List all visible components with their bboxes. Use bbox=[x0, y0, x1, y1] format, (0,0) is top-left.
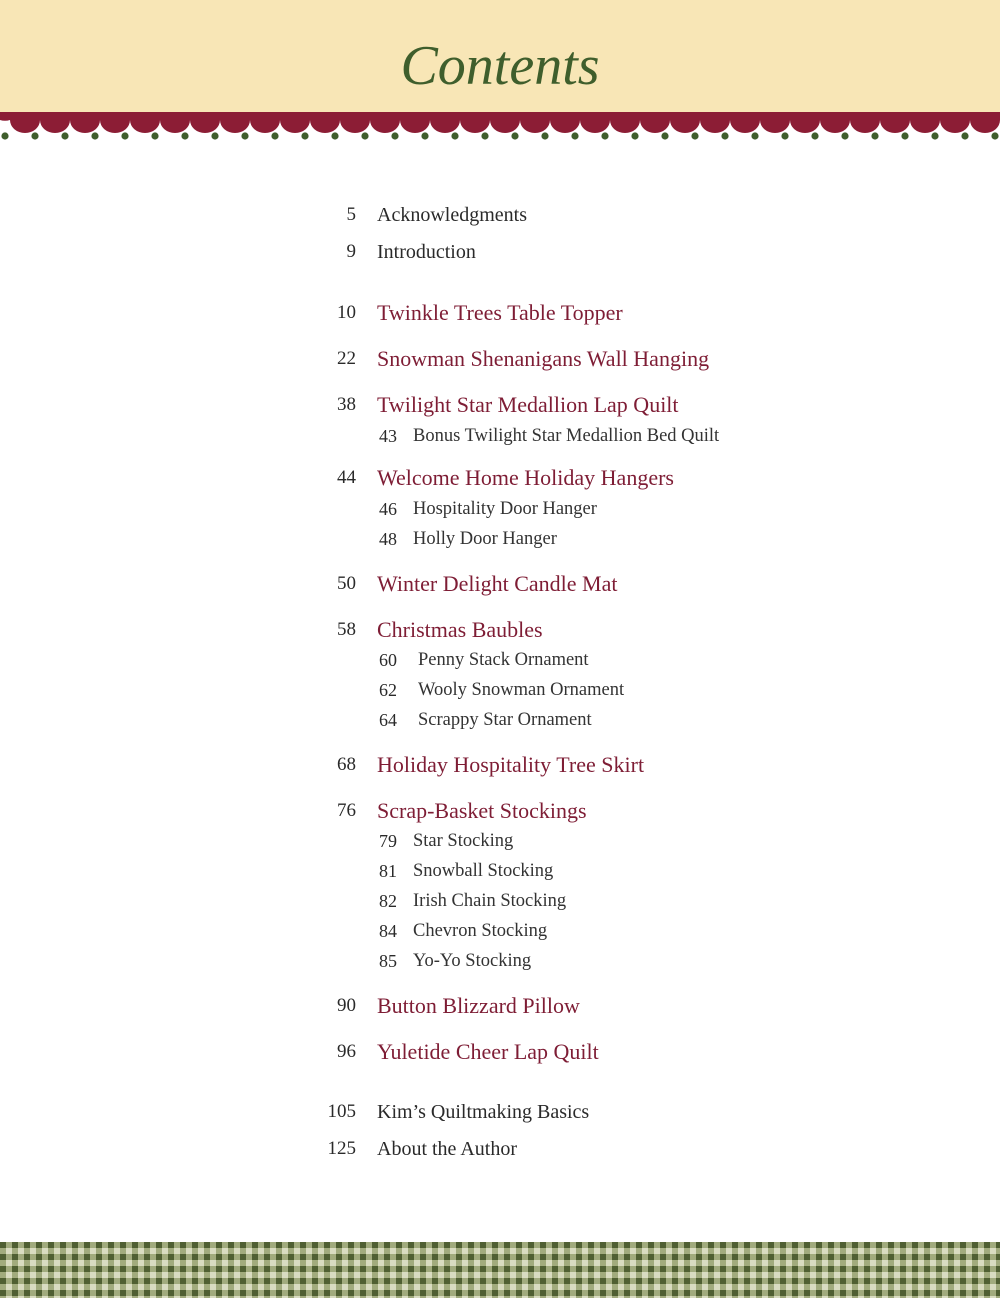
toc-entry-title: Winter Delight Candle Mat bbox=[377, 571, 618, 596]
toc-entry-title: Star Stocking bbox=[413, 831, 514, 851]
toc-page-number: 46 bbox=[379, 499, 397, 519]
toc-page-number: 48 bbox=[379, 529, 397, 549]
toc-entry-title: Penny Stack Ornament bbox=[418, 650, 589, 670]
toc-entry-title: Wooly Snowman Ornament bbox=[418, 680, 625, 700]
toc-entry-title: Introduction bbox=[377, 241, 476, 263]
toc-entry-title: Acknowledgments bbox=[377, 204, 527, 226]
toc-page-number: 44 bbox=[337, 467, 356, 488]
toc-entry-title: Twinkle Trees Table Topper bbox=[377, 300, 623, 325]
toc-page-number: 79 bbox=[379, 831, 397, 851]
toc-page-number: 105 bbox=[327, 1101, 356, 1122]
toc-entry-title: Irish Chain Stocking bbox=[413, 891, 567, 911]
toc-entry-title: Scrap-Basket Stockings bbox=[377, 798, 587, 823]
toc-entry-title: Christmas Baubles bbox=[377, 617, 543, 642]
toc-page-number: 43 bbox=[379, 426, 397, 446]
toc-entry-title: Twilight Star Medallion Lap Quilt bbox=[377, 392, 679, 417]
toc-entry-title: Kim’s Quiltmaking Basics bbox=[377, 1101, 590, 1123]
gingham-footer-border bbox=[0, 1242, 1000, 1298]
toc-entry-title: Hospitality Door Hanger bbox=[413, 499, 597, 519]
toc-page-number: 9 bbox=[346, 241, 356, 262]
toc-entry-title: Holiday Hospitality Tree Skirt bbox=[377, 752, 645, 777]
toc-page-number: 5 bbox=[346, 204, 356, 225]
page-title: Contents bbox=[400, 35, 600, 97]
toc-page-number: 60 bbox=[379, 650, 397, 670]
toc-entry-title: Scrappy Star Ornament bbox=[418, 710, 592, 730]
toc-entry-title: Snowball Stocking bbox=[413, 861, 554, 881]
toc-entry-title: Snowman Shenanigans Wall Hanging bbox=[377, 346, 710, 371]
toc-page-number: 82 bbox=[379, 891, 397, 911]
toc-page-number: 68 bbox=[337, 754, 356, 775]
toc-page-number: 64 bbox=[379, 710, 397, 730]
toc-page-number: 58 bbox=[337, 619, 356, 640]
toc-entry-title: About the Author bbox=[377, 1138, 517, 1160]
toc-entry-title: Yo-Yo Stocking bbox=[413, 951, 532, 971]
toc-entry-title: Yuletide Cheer Lap Quilt bbox=[377, 1039, 599, 1064]
toc-page-number: 84 bbox=[379, 921, 397, 941]
toc-page-number: 38 bbox=[337, 394, 356, 415]
toc-page-number: 62 bbox=[379, 680, 397, 700]
toc-page-number: 22 bbox=[337, 348, 356, 369]
toc-page-number: 96 bbox=[337, 1041, 356, 1062]
toc-page-number: 90 bbox=[337, 995, 356, 1016]
toc-entry-title: Chevron Stocking bbox=[413, 921, 548, 941]
toc-page-number: 81 bbox=[379, 861, 397, 881]
toc-page-number: 125 bbox=[327, 1138, 356, 1159]
toc-entry-title: Welcome Home Holiday Hangers bbox=[377, 465, 674, 490]
toc-entry-title: Bonus Twilight Star Medallion Bed Quilt bbox=[413, 426, 720, 446]
toc-entry-title: Button Blizzard Pillow bbox=[377, 993, 580, 1018]
toc-page-number: 85 bbox=[379, 951, 397, 971]
toc-page-number: 10 bbox=[337, 302, 356, 323]
toc-page-number: 76 bbox=[337, 800, 356, 821]
toc-page-number: 50 bbox=[337, 573, 356, 594]
toc-entry-title: Holly Door Hanger bbox=[413, 529, 557, 549]
